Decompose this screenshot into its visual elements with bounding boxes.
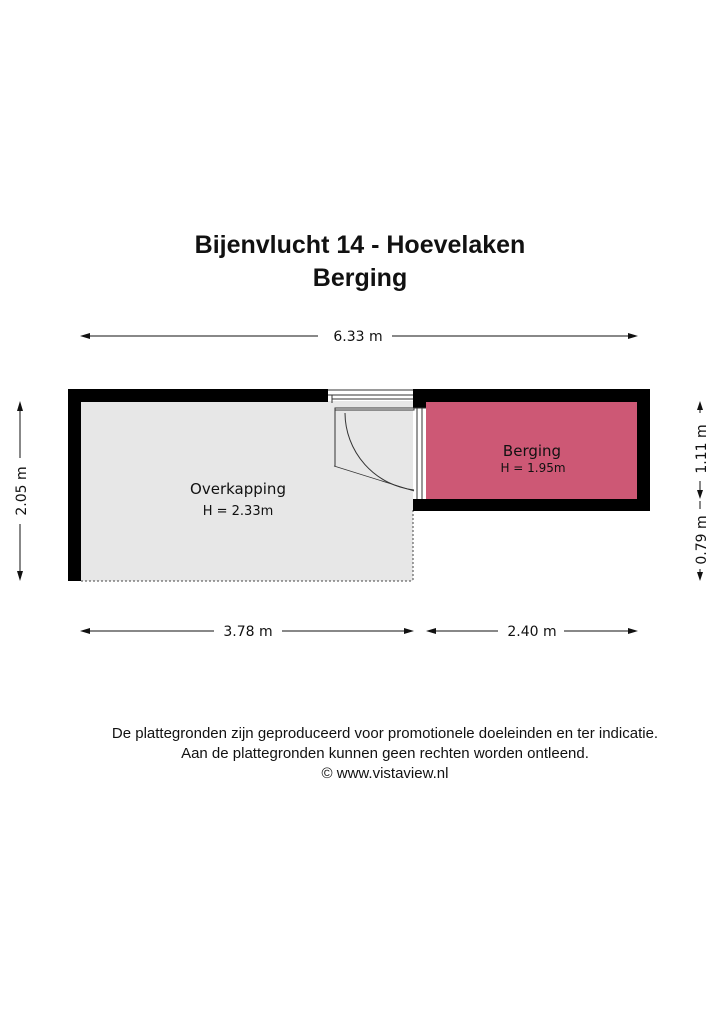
berging-label: Berging xyxy=(502,442,562,460)
wall-berging-bottom xyxy=(413,499,650,511)
dimension-bottom-left xyxy=(80,624,414,640)
dimension-right-upper-label: 1.11 m xyxy=(694,424,710,474)
dimension-right-lower xyxy=(694,501,710,581)
disclaimer-line-1: De plattegronden zijn geproduceerd voor promotionele doeleinden en ter indicatie. xyxy=(111,725,659,742)
dimension-total-width xyxy=(80,329,638,345)
dimension-left-height xyxy=(14,401,30,581)
wall-overkapping-left xyxy=(68,389,81,581)
dimension-total-width-label: 6.33 m xyxy=(333,329,383,345)
disclaimer-line-2: Aan de plattegronden kunnen geen rechten worden ontleend. xyxy=(181,745,589,762)
dimension-bottom-right-label: 2.40 m xyxy=(507,624,557,640)
dimension-bottom-left-label: 3.78 m xyxy=(223,624,273,640)
wall-berging-left-stub xyxy=(413,389,426,408)
overkapping-height: H = 2.33m xyxy=(202,504,274,519)
overkapping-label: Overkapping xyxy=(190,480,286,498)
wall-berging-top xyxy=(413,389,650,402)
dimension-right-upper xyxy=(694,401,710,499)
wall-overkapping-top xyxy=(68,389,328,402)
plan-title: Bijenvlucht 14 - Hoevelaken xyxy=(194,231,526,259)
copyright-line: © www.vistaview.nl xyxy=(321,765,449,782)
dimension-left-height-label: 2.05 m xyxy=(14,466,30,516)
wall-berging-right xyxy=(637,389,650,511)
berging-height: H = 1.95m xyxy=(500,461,566,475)
dimension-right-lower-label: 0.79 m xyxy=(694,515,710,565)
plan-subtitle: Berging xyxy=(312,264,408,292)
dimension-bottom-right xyxy=(426,624,638,640)
